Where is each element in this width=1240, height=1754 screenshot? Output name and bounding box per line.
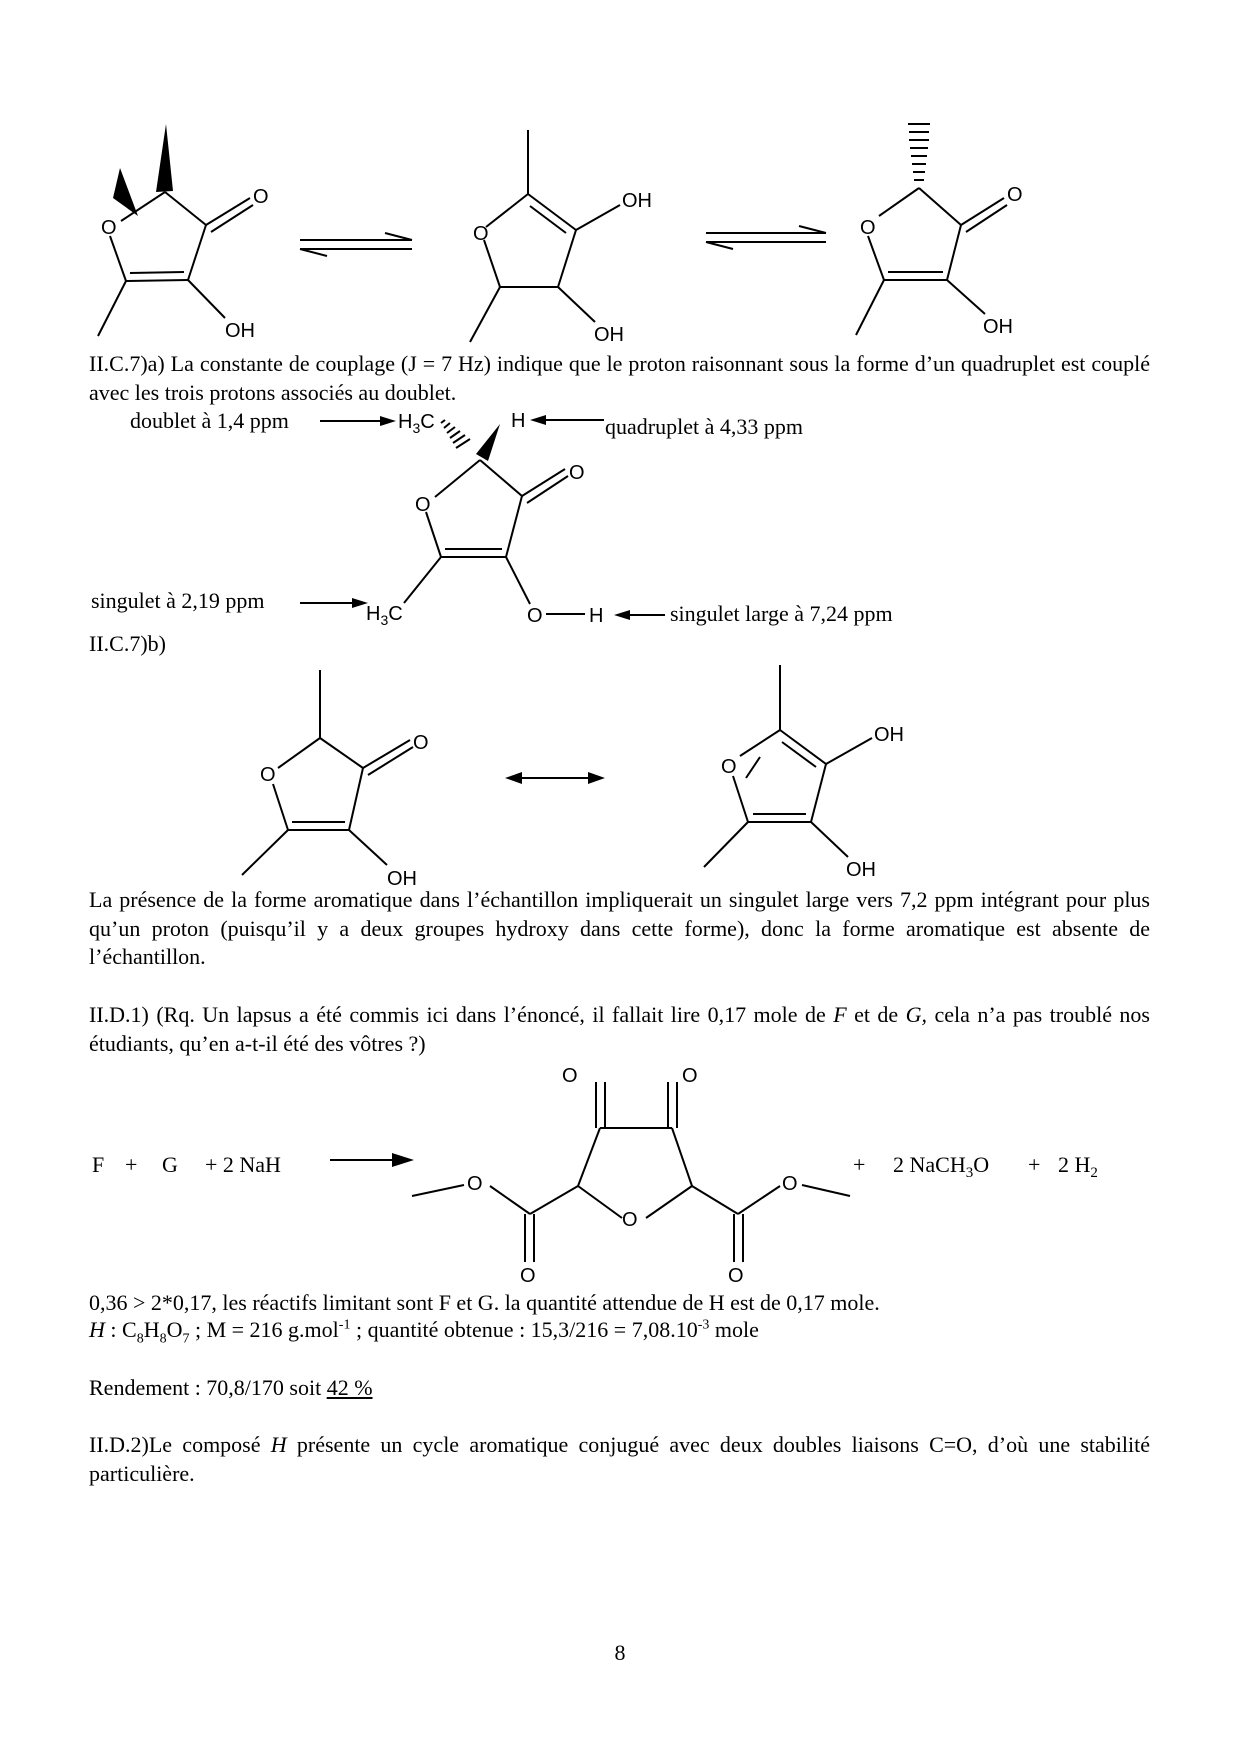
furanone-right <box>856 124 1023 338</box>
oxygen-label: O <box>622 1209 638 1231</box>
plus-sign: + <box>853 1152 866 1177</box>
nmr-assignment-figure <box>0 400 1240 640</box>
product-h2: 2 $H_2$ <box>1058 1152 1098 1181</box>
oxygen-label: O <box>782 1173 798 1195</box>
oxygen-label: O <box>413 732 429 754</box>
calc-line-1: 0,36 > 2*0,17, les réactifs limitant sont F et G. la quantité attendue de H est de 0,17 mole. <box>89 1290 880 1315</box>
oxygen-label: O <box>101 217 117 239</box>
product-nach3o: 2 NaCH$_3$O <box>893 1152 990 1181</box>
page-number: 8 <box>614 1640 626 1665</box>
hydroxy-label: OH <box>387 868 417 890</box>
plus-sign: + <box>1028 1152 1041 1177</box>
rendement-line: Rendement : 70,8/170 soit 42 % <box>89 1375 373 1400</box>
oxygen-label: O <box>415 494 431 516</box>
quadruplet-annotation: quadruplet à 4,33 ppm <box>605 414 803 439</box>
furanone-left <box>98 124 269 342</box>
hydroxy-label: OH <box>225 320 255 342</box>
calc-line-2: H : $C_8H_8O_7$ ; M = 216 g.mol$^{-1}$ ; quantité obtenue : $15,3/216 = 7,08.10^{-3}$ mole <box>89 1317 759 1347</box>
hydrogen-label: H <box>511 410 526 432</box>
singulet-annotation: singulet à 2,19 ppm <box>91 588 265 613</box>
paragraph-d1: II.D.1) (Rq. Un lapsus a été commis ici dans l’énoncé, il fallait lire 0,17 mole de F et de G, cela n’a pas troublé nos étudiants, qu’en a-t-il été des vôtres ?) <box>89 1002 1150 1056</box>
singulet-large-annotation: singulet large à 7,24 ppm <box>670 601 893 626</box>
plus-sign: + <box>125 1152 138 1177</box>
heading-7b: II.C.7)b) <box>89 631 166 656</box>
hydroxy-label: OH <box>983 316 1013 338</box>
doublet-annotation: doublet à 1,4 ppm <box>130 408 289 433</box>
paragraph-7a: II.C.7)a) La constante de couplage (J = 7 Hz) indique que le proton raisonnant sous la forme d’un quadruplet est couplé avec les trois protons associés au doublet. <box>89 351 1150 405</box>
tautomer-equilibrium-figure <box>0 100 1240 350</box>
reaction-figure <box>0 1058 1240 1298</box>
oxygen-label: O <box>467 1173 483 1195</box>
reactant-f: F <box>92 1152 105 1177</box>
oxygen-label: O <box>728 1265 744 1287</box>
reactant-nah: + 2 NaH <box>205 1152 281 1177</box>
hydroxy-label: OH <box>594 324 624 346</box>
oxygen-label: O <box>562 1065 578 1087</box>
oxygen-label: O <box>569 462 585 484</box>
oxygen-label: O <box>682 1065 698 1087</box>
hydroxy-label: OH <box>874 724 904 746</box>
paragraph-d2: II.D.2)Le composé H présente un cycle aromatique conjugué avec deux doubles liaisons C=O, d’où une stabilité particulière. <box>89 1432 1151 1486</box>
oxygen-label: O <box>1007 184 1023 206</box>
hydrogen-label: H <box>589 605 604 627</box>
equilibrium-arrow <box>706 226 826 249</box>
hydroxy-label: OH <box>846 859 876 881</box>
oxygen-label: O <box>520 1265 536 1287</box>
furan-diol-center <box>470 130 652 346</box>
equilibrium-arrow <box>300 233 412 256</box>
oxygen-label: O <box>527 605 543 627</box>
reactant-g: G <box>162 1152 178 1177</box>
oxygen-label: O <box>473 223 489 245</box>
methyl-label: $H_3C$ <box>398 411 435 436</box>
resonance-figure <box>0 660 1240 890</box>
paragraph-7b: La présence de la forme aromatique dans l’échantillon impliquerait un singulet large vers 7,2 ppm intégrant pour plus qu’un proton (puisqu’il y a deux groupes hydroxy dans cette forme), donc la forme aromatique est absente de l’échantillon. <box>89 887 1150 969</box>
oxygen-label: O <box>860 217 876 239</box>
oxygen-label: O <box>260 764 276 786</box>
oxygen-label: O <box>721 756 737 778</box>
hydroxy-label: OH <box>622 190 652 212</box>
rendement-value: 42 % <box>326 1375 373 1400</box>
oxygen-label: O <box>253 186 269 208</box>
methyl-label: $H_3C$ <box>366 603 403 628</box>
